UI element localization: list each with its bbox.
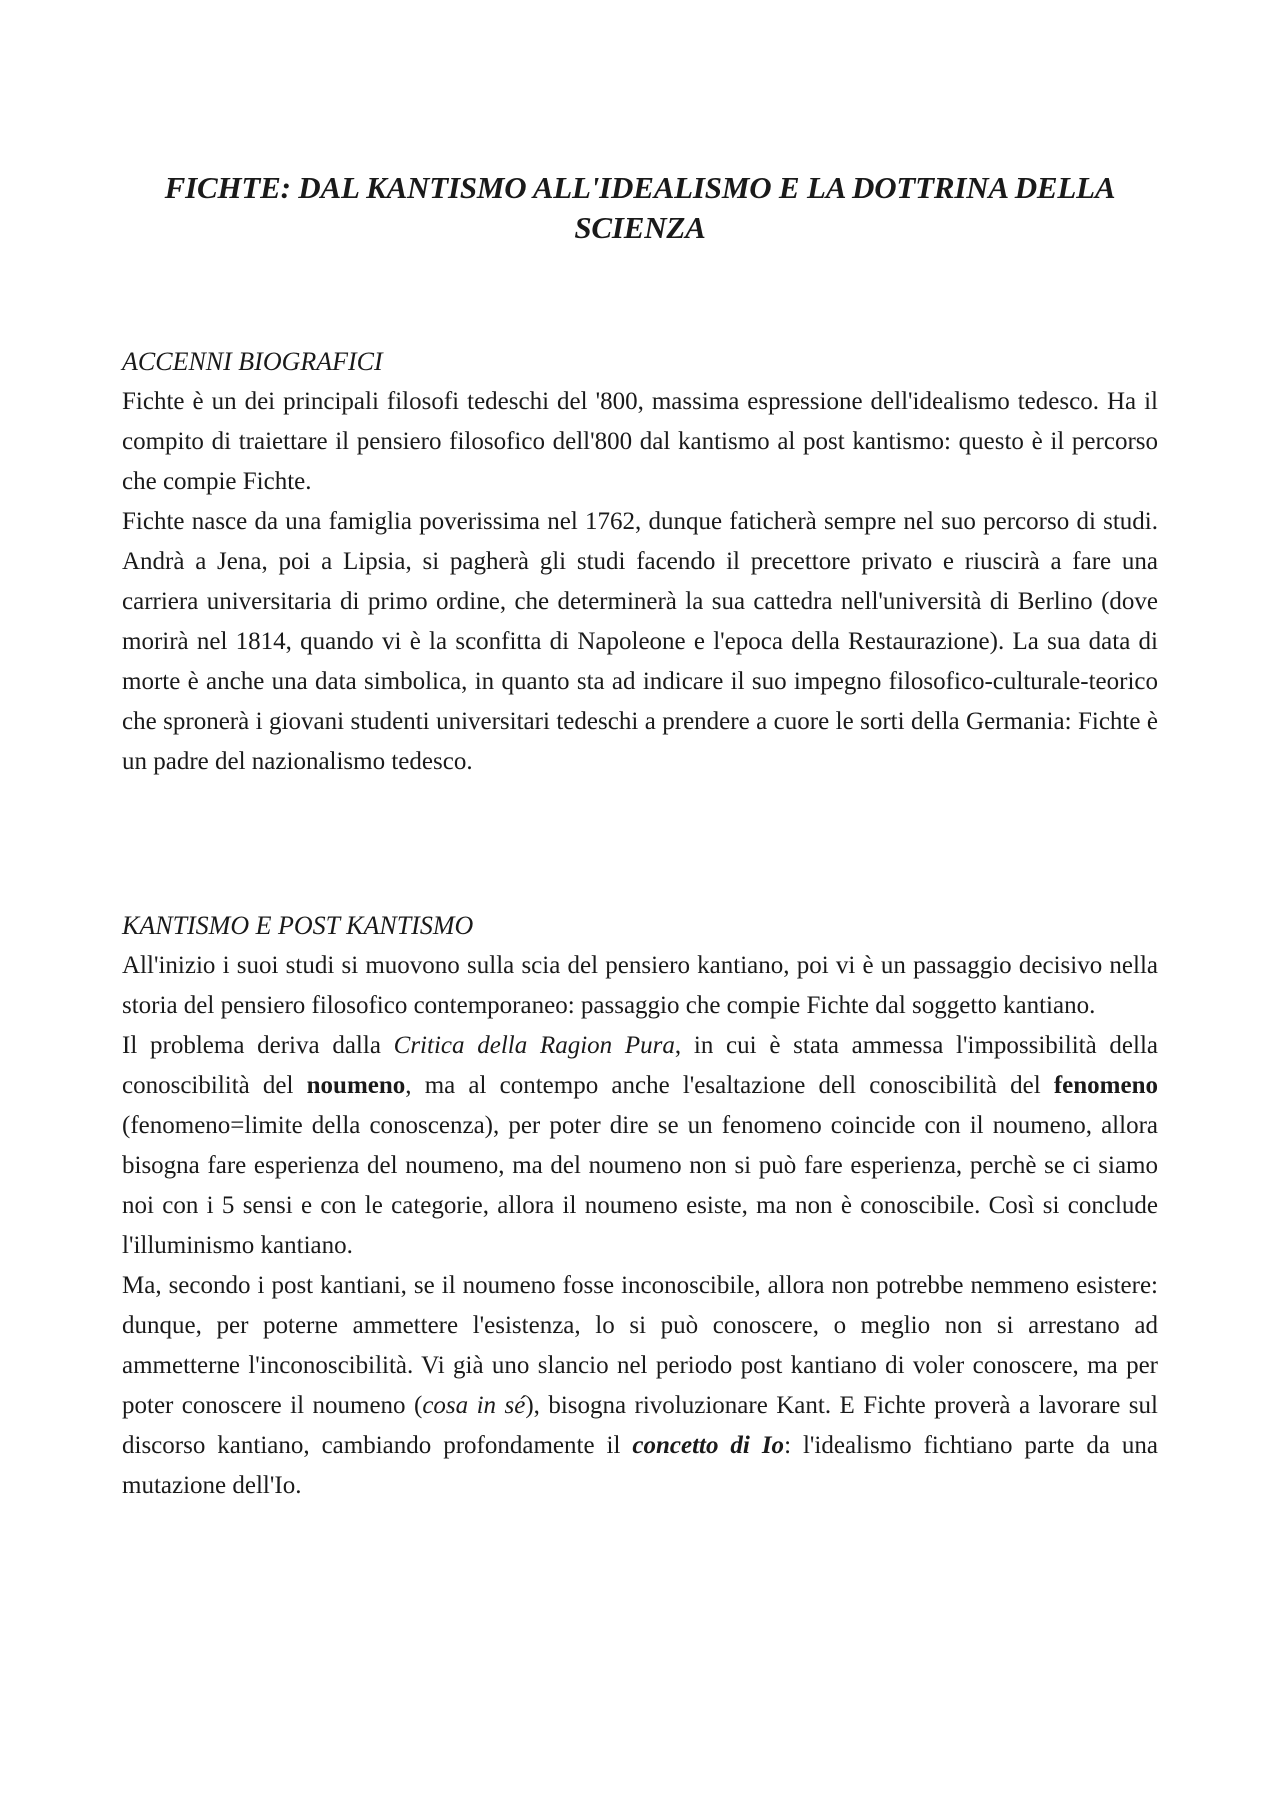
text-run: Il problema deriva dalla — [122, 1032, 394, 1059]
document-title: FICHTE: DAL KANTISMO ALL'IDEALISMO E LA DOTTRINA DELLA SCIENZA — [164, 170, 1116, 245]
paragraph — [122, 1026, 1158, 1266]
bold-italic-term-concetto-di-io: concetto di Io — [632, 1432, 785, 1459]
text-run: Fichte nasce da una famiglia poverissima nel 1762, dunque faticherà sempre nel suo percorso di studi. Andrà a Jena, poi a Lipsia, si pagherà gli studi facendo il precettore privato e riuscirà a fare una carriera universitaria di primo ordine, che determinerà la sua cattedra nell'università di Berlino (dove morirà nel 1814, quando vi è la sconfitta di Napoleone e l'epoca della Restaurazione). La sua data di morte è anche una data simbolica, in quanto sta ad indicare il suo impegno filosofico-culturale-teorico che spronerà i giovani studenti universitari tedeschi a prendere a cuore le sorti della Germania: Fichte è un padre del nazionalismo tedesco. — [122, 508, 1158, 775]
paragraph — [122, 382, 1158, 502]
paragraph — [122, 946, 1158, 1026]
text-run: Ma, secondo i post kantiani, se il noumeno fosse inconoscibile, allora non potrebbe nemmeno esistere: dunque, per poterne ammettere l'esistenza, lo si può conoscere, o meglio non si arrestano ad ammetterne l'inconoscibilità. Vi già uno slancio nel periodo post kantiano di voler conoscere, ma per poter conoscere il noumeno ( — [122, 1272, 1158, 1419]
paragraph — [122, 1266, 1158, 1506]
italic-term-cosa-in-se: cosa in sé — [422, 1392, 526, 1419]
text-run: , ma al contempo anche l'esaltazione dell conoscibilità del — [405, 1072, 1054, 1099]
text-run: : l'idealismo fichtiano parte da una mutazione dell'Io. — [122, 1432, 1158, 1499]
bold-term-fenomeno: fenomeno — [1053, 1072, 1158, 1099]
bold-term-noumeno: noumeno — [306, 1072, 406, 1099]
section-heading: ACCENNI BIOGRAFICI — [122, 347, 383, 376]
text-run: Fichte è un dei principali filosofi tedeschi del '800, massima espressione dell'idealismo tedesco. Ha il compito di traiettare il pensiero filosofico dell'800 dal kantismo al post kantismo: questo è il percorso che compie Fichte. — [122, 388, 1158, 495]
section-kantismo-e-post-kantismo — [122, 906, 1158, 1506]
section-accenni-biografici — [122, 342, 1158, 782]
text-run: , in cui è stata ammessa l'impossibilità della conoscibilità del — [122, 1032, 1158, 1099]
section-heading: KANTISMO E POST KANTISMO — [122, 911, 474, 940]
italic-title-critica: Critica della Ragion Pura — [393, 1032, 675, 1059]
paragraph — [122, 502, 1158, 782]
text-run: All'inizio i suoi studi si muovono sulla scia del pensiero kantiano, poi vi è un passaggio decisivo nella storia del pensiero filosofico contemporaneo: passaggio che compie Fichte dal soggetto kantiano. — [122, 952, 1158, 1019]
text-run: ), bisogna rivoluzionare Kant. E Fichte proverà a lavorare sul discorso kantiano, cambiando profondamente il — [122, 1392, 1158, 1459]
text-run: (fenomeno=limite della conoscenza), per poter dire se un fenomeno coincide con il noumeno, allora bisogna fare esperienza del noumeno, ma del noumeno non si può fare esperienza, perchè se ci siamo noi con i 5 sensi e con le categorie, allora il noumeno esiste, ma non è conoscibile. Così si conclude l'illuminismo kantiano. — [122, 1112, 1158, 1259]
